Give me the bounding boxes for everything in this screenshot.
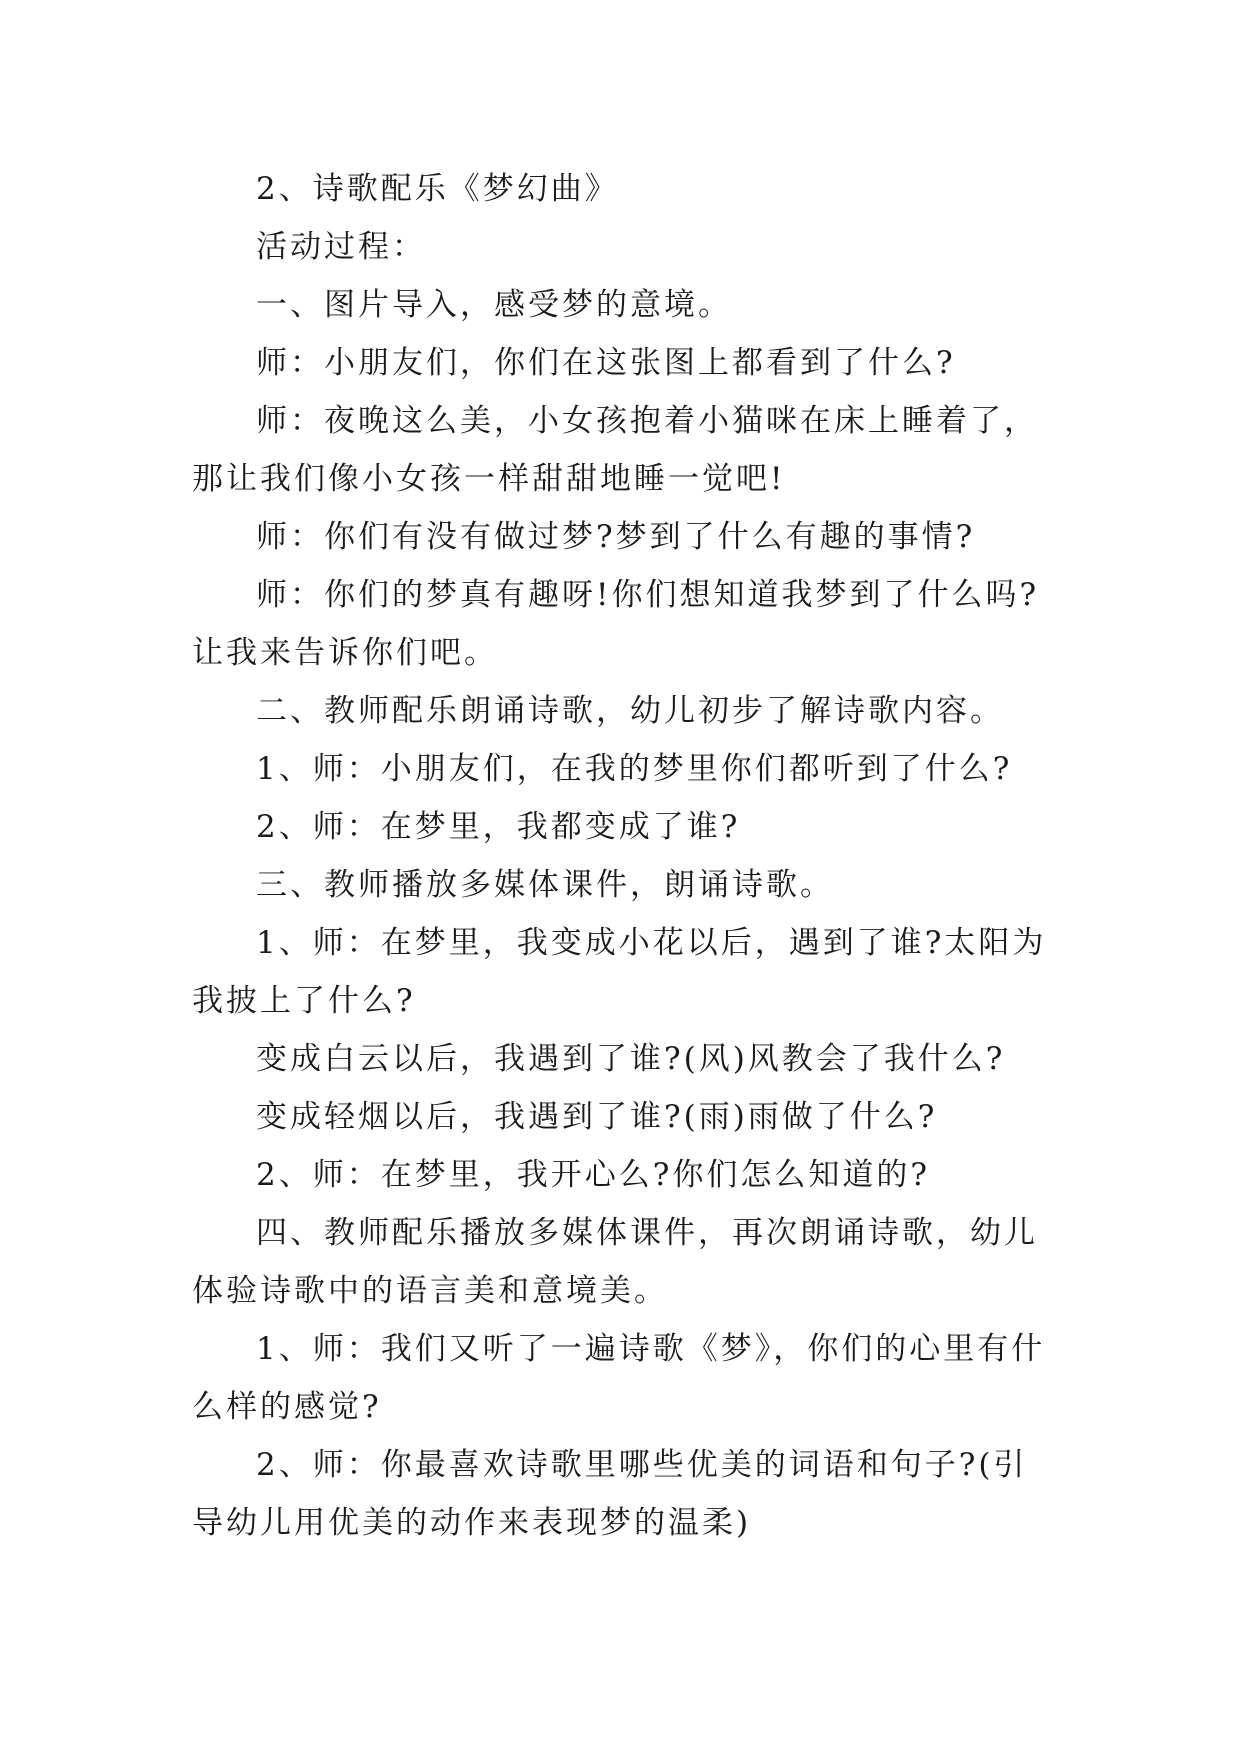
paragraph-activity-process-heading: 活动过程： bbox=[256, 229, 426, 265]
paragraph: 1、师：在梦里，我变成小花以后，遇到了谁?太阳为我披上了什么? bbox=[192, 925, 1047, 1019]
paragraph-section-one-heading: 一、图片导入，感受梦的意境。 bbox=[256, 287, 732, 323]
paragraph: 2、师：在梦里，我开心么?你们怎么知道的? bbox=[256, 1157, 930, 1193]
paragraph: 1、师：我们又听了一遍诗歌《梦》，你们的心里有什么样的感觉? bbox=[192, 1331, 1046, 1425]
paragraph: 2、师：你最喜欢诗歌里哪些优美的词语和句子?(引导幼儿用优美的动作来表现梦的温柔) bbox=[192, 1447, 1028, 1541]
document-page bbox=[192, 160, 1052, 1552]
paragraph: 师：你们的梦真有趣呀!你们想知道我梦到了什么吗?让我来告诉你们吧。 bbox=[192, 577, 1040, 671]
paragraph: 1、师：小朋友们，在我的梦里你们都听到了什么? bbox=[256, 751, 1013, 787]
paragraph-section-three-heading: 三、教师播放多媒体课件，朗诵诗歌。 bbox=[256, 867, 834, 903]
paragraph-activity-material: 2、诗歌配乐《梦幻曲》 bbox=[256, 171, 619, 207]
paragraph: 变成轻烟以后，我遇到了谁?(雨)雨做了什么? bbox=[256, 1099, 938, 1135]
paragraph-section-two-heading: 二、教师配乐朗诵诗歌，幼儿初步了解诗歌内容。 bbox=[256, 693, 1004, 729]
paragraph: 师：你们有没有做过梦?梦到了什么有趣的事情? bbox=[256, 519, 976, 555]
paragraph: 2、师：在梦里，我都变成了谁? bbox=[256, 809, 741, 845]
paragraph: 变成白云以后，我遇到了谁?(风)风教会了我什么? bbox=[256, 1041, 1006, 1077]
paragraph: 师：夜晚这么美，小女孩抱着小猫咪在床上睡着了，那让我们像小女孩一样甜甜地睡一觉吧! bbox=[192, 403, 1038, 497]
paragraph: 师：小朋友们，你们在这张图上都看到了什么? bbox=[256, 345, 956, 381]
paragraph-section-four-heading: 四、教师配乐播放多媒体课件，再次朗诵诗歌，幼儿体验诗歌中的语言美和意境美。 bbox=[192, 1215, 1038, 1309]
